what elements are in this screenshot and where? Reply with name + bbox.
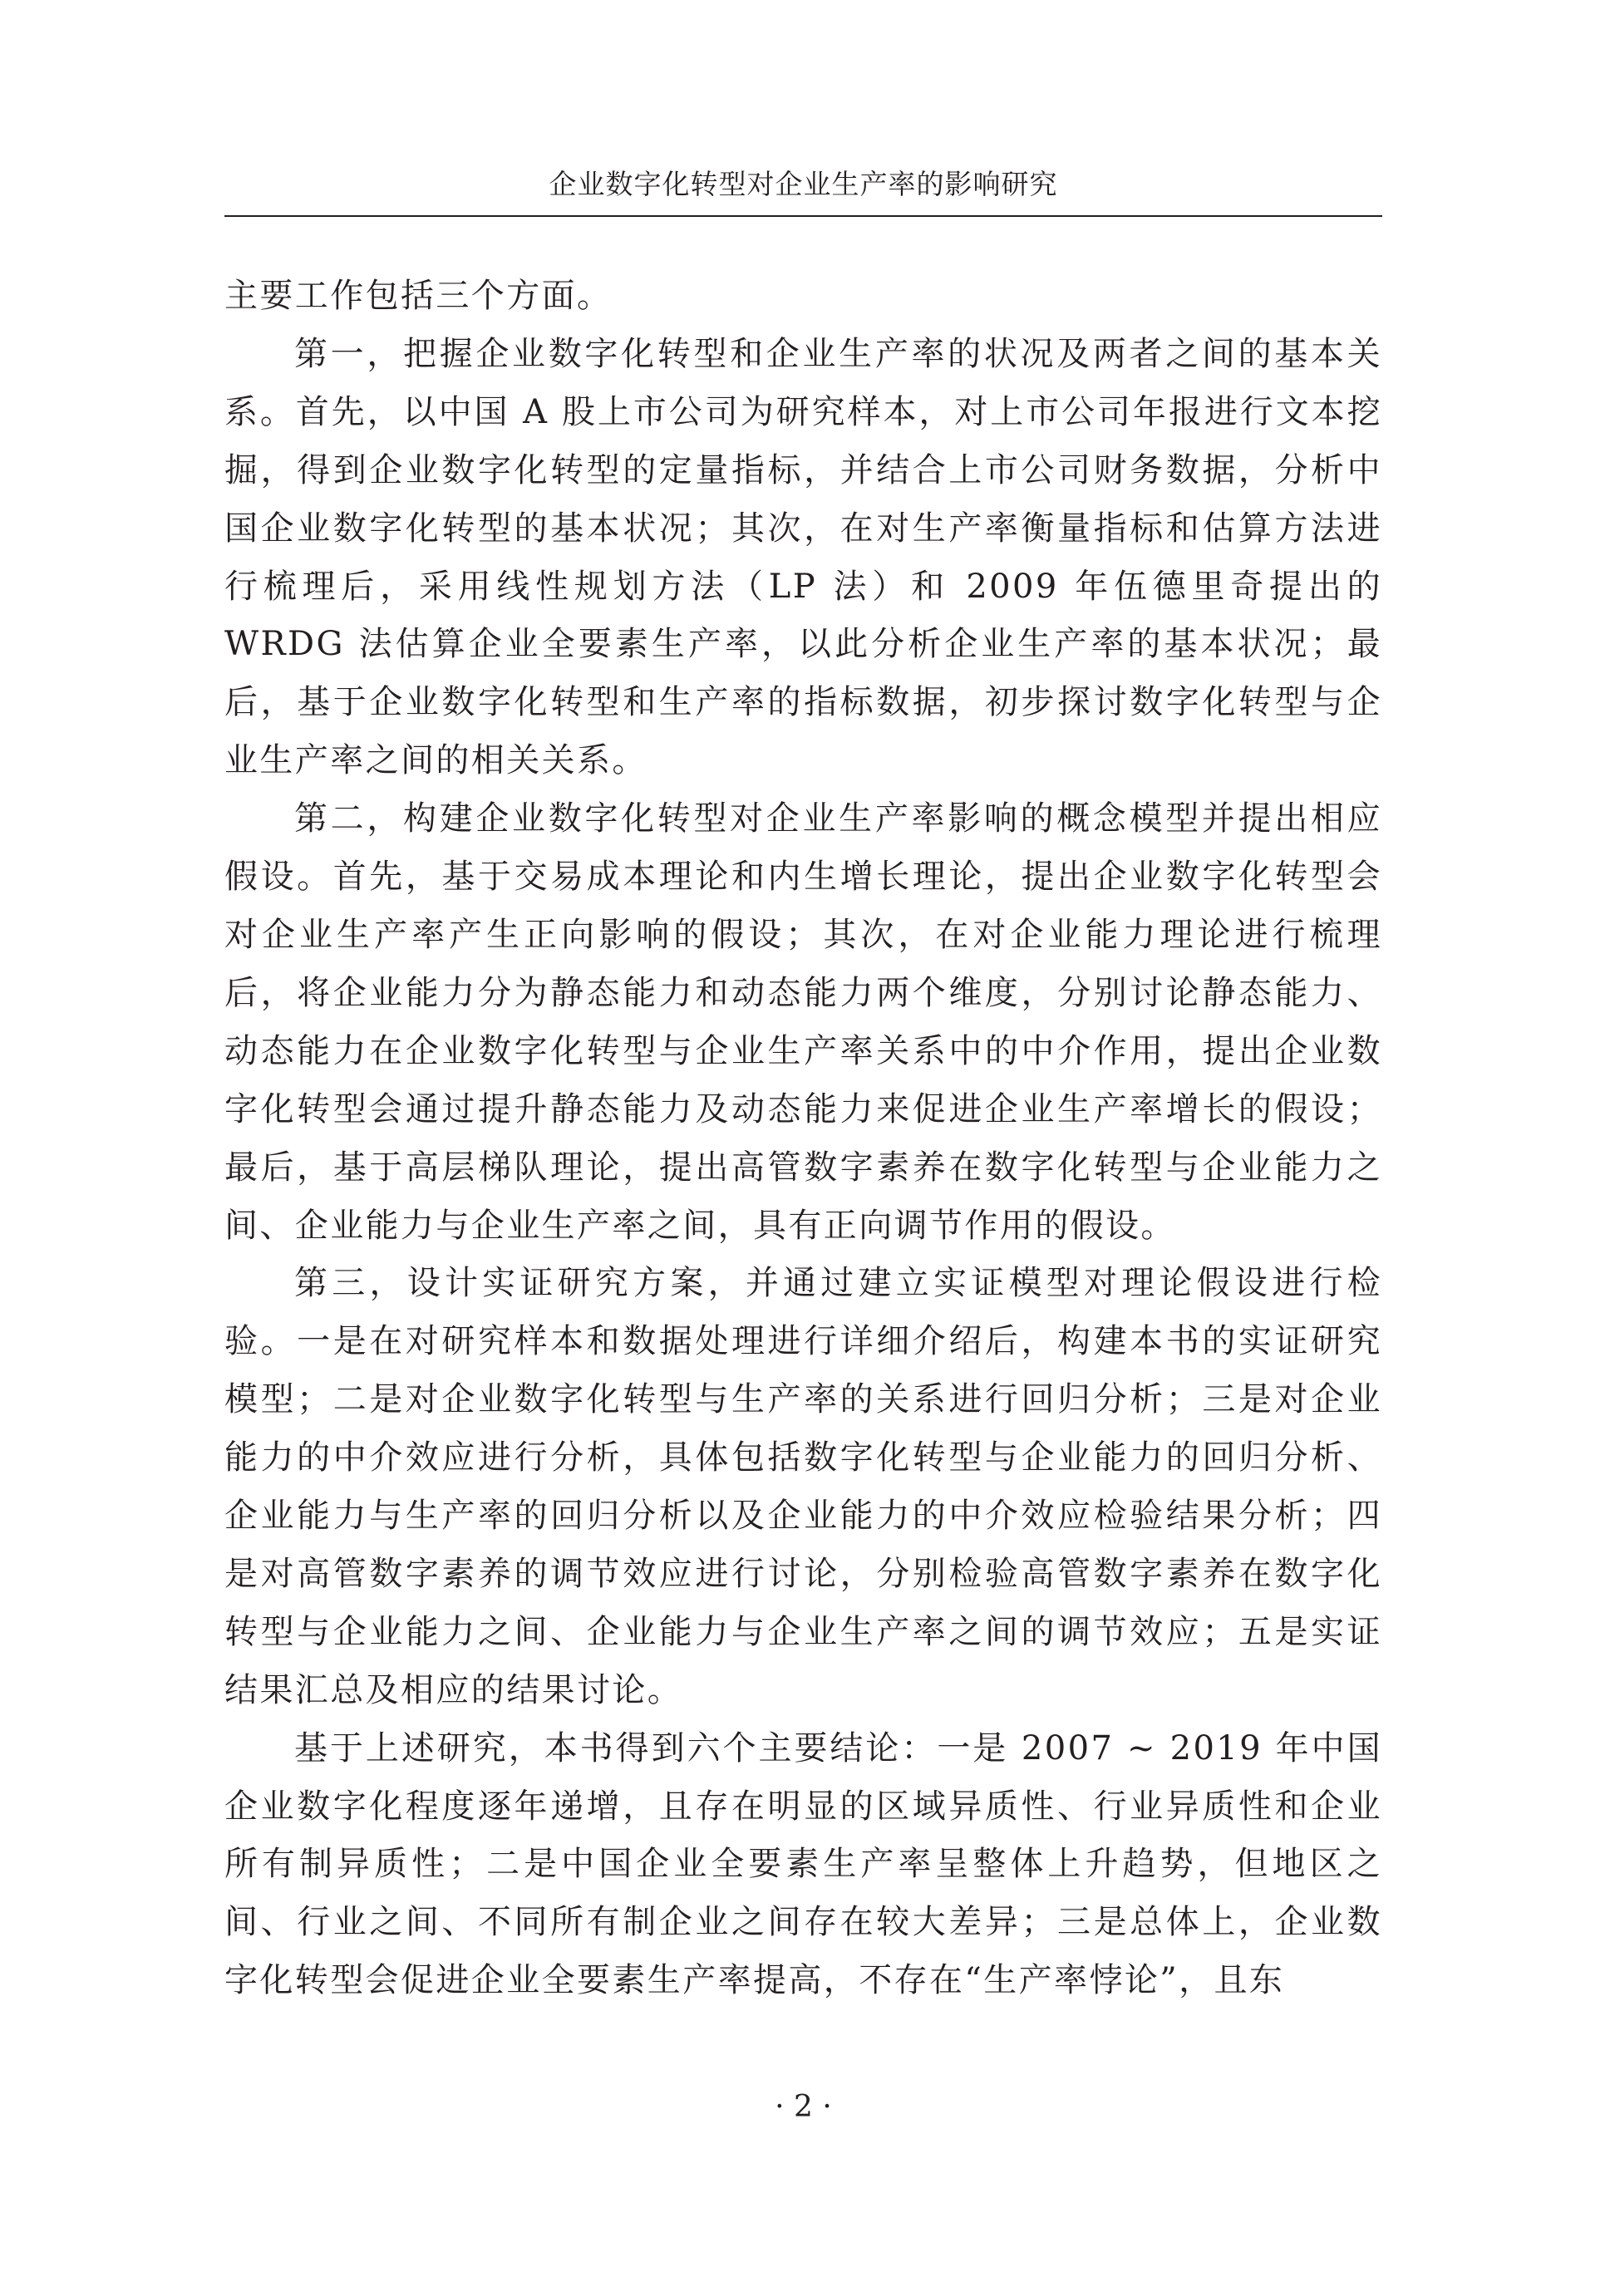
paragraph-third: 第三，设计实证研究方案，并通过建立实证模型对理论假设进行检验。一是在对研究样本和数据处理进行详细介绍后，构建本书的实证研究模型；二是对企业数字化转型与生产率的关系进行回归分析；三是对企业能力的中介效应进行分析，具体包括数字化转型与企业能力的回归分析、企业能力与生产率的回归分析以及企业能力的中介效应检验结果分析；四是对高管数字素养的调节效应进行讨论，分别检验高管数字素养在数字化转型与企业能力之间、企业能力与企业生产率之间的调节效应；五是实证结果汇总及相应的结果讨论。 (224, 1264, 1382, 1709)
running-header: 企业数字化转型对企业生产率的影响研究 (549, 168, 1058, 200)
paragraph-conclusions: 基于上述研究，本书得到六个主要结论：一是 2007 ~ 2019 年中国企业数字化程度逐年递增，且存在明显的区域异质性、行业异质性和企业所有制异质性；二是中国企业全要素生产率呈整体上升趋势，但地区之间、行业之间、不同所有制企业之间存在较大差异；三是总体上，企业数字化转型会促进企业全要素生产率提高，不存在“生产率悖论”，且东 (224, 1728, 1382, 2000)
header-divider (224, 215, 1382, 217)
paragraph-first: 第一，把握企业数字化转型和企业生产率的状况及两者之间的基本关系。首先，以中国 A 股上市公司为研究样本，对上市公司年报进行文本挖掘，得到企业数字化转型的定量指标，并结合上市公司财务数据，分析中国企业数字化转型的基本状况；其次，在对生产率衡量指标和估算方法进行梳理后，采用线性规划方法（LP 法）和 2009 年伍德里奇提出的 WRDG 法估算企业全要素生产率，以此分析企业生产率的基本状况；最后，基于企业数字化转型和生产率的指标数据，初步探讨数字化转型与企业生产率之间的相关关系。 (224, 334, 1382, 780)
paragraph-intro: 主要工作包括三个方面。 (224, 277, 613, 315)
page-number: · 2 · (775, 2090, 832, 2124)
body-text (224, 268, 1382, 2010)
paragraph-second: 第二，构建企业数字化转型对企业生产率影响的概念模型并提出相应假设。首先，基于交易成本理论和内生增长理论，提出企业数字化转型会对企业生产率产生正向影响的假设；其次，在对企业能力理论进行梳理后，将企业能力分为静态能力和动态能力两个维度，分别讨论静态能力、动态能力在企业数字化转型与企业生产率关系中的中介作用，提出企业数字化转型会通过提升静态能力及动态能力来促进企业生产率增长的假设；最后，基于高层梯队理论，提出高管数字素养在数字化转型与企业能力之间、企业能力与企业生产率之间，具有正向调节作用的假设。 (224, 799, 1382, 1245)
